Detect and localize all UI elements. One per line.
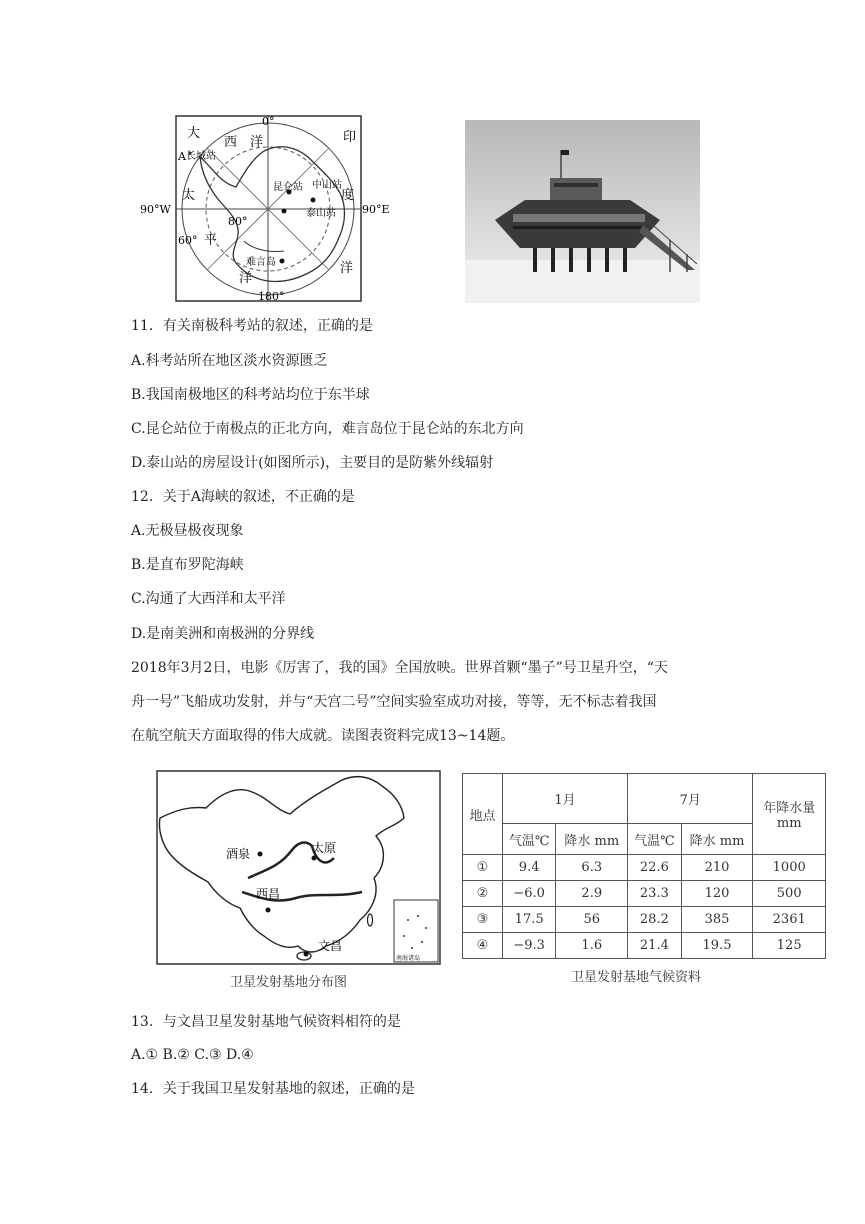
cell-jul-temp: 23.3: [628, 881, 681, 907]
climate-table-caption: 卫星发射基地气候资料: [571, 970, 702, 985]
cell-jan-precip: 1.6: [556, 933, 628, 959]
cell-place: ①: [463, 855, 503, 881]
jiuquan-dot: [258, 852, 263, 857]
ocean-label: 西: [224, 135, 238, 150]
ocean-label: 印: [343, 130, 357, 145]
q12-option-c[interactable]: C.沟通了大西洋和太平洋: [131, 591, 286, 607]
cell-place: ③: [463, 907, 503, 933]
header-place: 地点: [463, 774, 503, 855]
nanyan-island-dot: [280, 259, 285, 264]
ocean-label: 大: [187, 126, 201, 141]
table-row: [463, 907, 826, 933]
header-jul-temp: 气温℃: [628, 823, 681, 854]
q12-option-d[interactable]: D.是南美洲和南极洲的分界线: [131, 626, 315, 642]
zhongshan-station-label: 中山站: [312, 180, 342, 191]
taiyuan-label: 太原: [312, 841, 337, 855]
nanyan-island-label: 难言岛: [246, 257, 276, 268]
wenchang-dot: [304, 952, 309, 957]
q12-stem: 12．关于A海峡的叙述，不正确的是: [131, 489, 355, 505]
q13-options[interactable]: A.① B.② C.③ D.④: [131, 1047, 254, 1063]
cell-jan-temp: 9.4: [502, 855, 555, 881]
header-annual-label: 年降水量: [763, 801, 816, 817]
cell-jan-precip: 6.3: [556, 855, 628, 881]
q11-option-d[interactable]: D.泰山站的房屋设计(如图所示)，主要目的是防紫外线辐射: [131, 455, 494, 471]
header-annual-unit: mm: [776, 816, 802, 832]
china-map-caption: 卫星发射基地分布图: [230, 975, 348, 990]
intro-line-2: 舟一号”飞船成功发射，并与“天宫二号”空间实验室成功对接，等等，无不标志着我国: [131, 694, 657, 710]
header-annual: [753, 774, 826, 855]
intro-line-3: 在航空航天方面取得的伟大成就。读图表资料完成13~14题。: [131, 728, 515, 744]
cell-jul-precip: 19.5: [681, 933, 753, 959]
cell-jan-precip: 2.9: [556, 881, 628, 907]
xichang-label: 西昌: [256, 887, 281, 901]
strait-a-label: A: [178, 150, 186, 163]
cell-annual: 125: [753, 933, 826, 959]
ocean-label: 洋: [250, 135, 264, 150]
cell-annual: 1000: [753, 855, 826, 881]
lon-90w-label: 90°W: [140, 203, 171, 216]
q11-option-b[interactable]: B.我国南极地区的科考站均位于东半球: [131, 387, 370, 403]
lon-90e-label: 90°E: [362, 203, 390, 216]
header-jul-precip: 降水 mm: [681, 823, 753, 854]
cell-jul-precip: 385: [681, 907, 753, 933]
cell-jul-temp: 22.6: [628, 855, 681, 881]
cell-place: ④: [463, 933, 503, 959]
inset-label: 南海诸岛: [396, 955, 421, 962]
q11-stem: 11．有关南极科考站的叙述，正确的是: [131, 318, 373, 334]
q12-option-b[interactable]: B.是直布罗陀海峡: [131, 557, 244, 573]
kunlun-station-label: 昆仑站: [273, 182, 303, 193]
zhongshan-station-dot: [311, 198, 316, 203]
header-jul: 7月: [628, 774, 753, 824]
taishan-station-label: 泰山站: [306, 208, 336, 219]
taishan-station-dot: [282, 209, 287, 214]
cell-annual: 2361: [753, 907, 826, 933]
table-row: [463, 881, 826, 907]
ocean-label: 洋: [340, 261, 354, 276]
cell-jan-temp: −6.0: [502, 881, 555, 907]
changcheng-station-label: 长城站: [186, 151, 216, 162]
ocean-label: 太: [182, 188, 196, 203]
cell-place: ②: [463, 881, 503, 907]
table-row: [463, 855, 826, 881]
china-launch-site-map: [156, 770, 442, 967]
wenchang-label: 文昌: [318, 939, 343, 953]
taishan-station-photo: [465, 120, 700, 303]
antarctic-map: [140, 113, 395, 305]
cell-annual: 500: [753, 881, 826, 907]
lat-80-label: 80°: [228, 215, 248, 228]
q11-option-c[interactable]: C.昆仑站位于南极点的正北方向，难言岛位于昆仑站的东北方向: [131, 421, 524, 437]
xichang-dot: [266, 908, 271, 913]
cell-jan-temp: −9.3: [502, 933, 555, 959]
q11-option-a[interactable]: A.科考站所在地区淡水资源匮乏: [131, 353, 328, 369]
intro-line-1: 2018年3月2日，电影《厉害了，我的国》全国放映。世界首颗“墨子”号卫星升空，“天: [131, 660, 668, 676]
q14-stem: 14．关于我国卫星发射基地的叙述，正确的是: [131, 1081, 415, 1097]
table-row: [463, 933, 826, 959]
ocean-label: 洋: [239, 271, 253, 286]
cell-jul-precip: 210: [681, 855, 753, 881]
ocean-label: 度: [341, 188, 355, 203]
header-jan: 1月: [502, 774, 627, 824]
ocean-label: 平: [204, 233, 218, 248]
lat-60-label: 60°: [178, 234, 198, 247]
q12-option-a[interactable]: A.无极昼极夜现象: [131, 523, 244, 539]
taiyuan-dot: [312, 856, 317, 861]
climate-table: [462, 773, 826, 959]
jiuquan-label: 酒泉: [226, 847, 251, 861]
cell-jan-precip: 56: [556, 907, 628, 933]
cell-jul-temp: 21.4: [628, 933, 681, 959]
cell-jul-precip: 120: [681, 881, 753, 907]
cell-jan-temp: 17.5: [502, 907, 555, 933]
lon-0-label: 0°: [262, 115, 275, 128]
q13-stem: 13．与文昌卫星发射基地气候资料相符的是: [131, 1014, 401, 1030]
lon-180-label: 180°: [258, 290, 285, 303]
cell-jul-temp: 28.2: [628, 907, 681, 933]
header-jan-temp: 气温℃: [502, 823, 555, 854]
header-jan-precip: 降水 mm: [556, 823, 628, 854]
